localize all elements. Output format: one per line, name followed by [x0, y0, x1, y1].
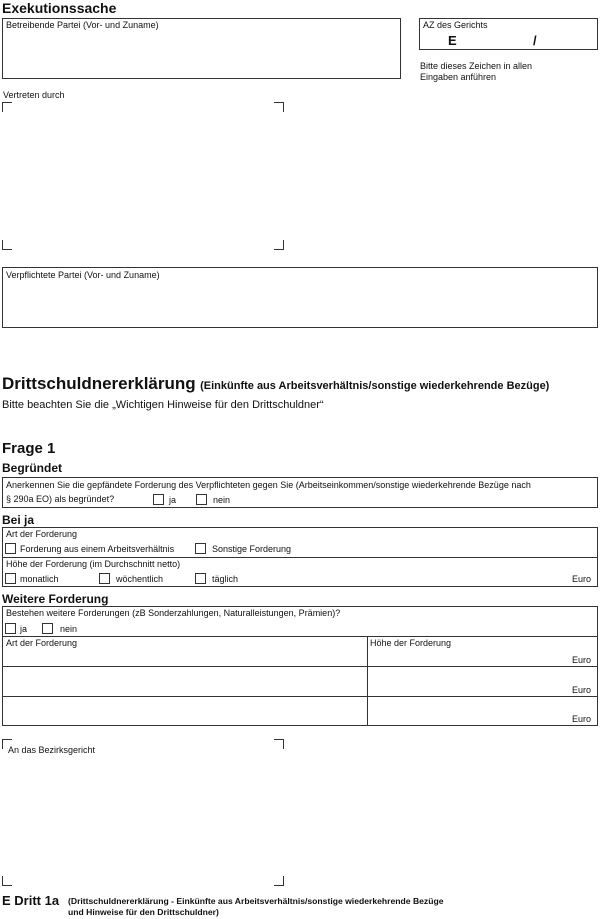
question1-text-line1: Anerkennen Sie die gepfändete Forderung des Verpflichteten gegen Sie (Arbeitseinkommen/sonstige wiederkehrende Bezüge nach	[6, 480, 531, 490]
court-reference-slash: /	[533, 33, 537, 48]
weekly-checkbox[interactable]	[99, 573, 110, 584]
daily-label: täglich	[212, 574, 239, 584]
corner-mark	[274, 240, 284, 250]
divider	[3, 557, 597, 558]
further-no-label: nein	[60, 624, 78, 634]
if-yes-box	[2, 527, 598, 587]
further-claims-box	[2, 606, 598, 726]
declaration-subtitle: (Einkünfte aus Arbeitsverhältnis/sonstige wiederkehrende Bezüge)	[200, 380, 550, 392]
further-yes-checkbox[interactable]	[5, 623, 16, 634]
further-type-column-label: Art der Forderung	[6, 638, 78, 648]
further-row3-currency: Euro	[571, 714, 591, 724]
court-reference-note-line1: Bitte dieses Zeichen in allen	[420, 61, 533, 71]
weekly-label: wöchentlich	[116, 574, 164, 584]
represented-by-label: Vertreten durch	[3, 90, 65, 100]
if-yes-title: Bei ja	[2, 513, 35, 527]
corner-mark	[2, 876, 12, 886]
court-reference-field[interactable]	[419, 18, 598, 50]
debtor-label: Verpflichtete Partei (Vor- und Zuname)	[6, 270, 160, 280]
question1-yes-checkbox[interactable]	[153, 494, 164, 505]
corner-mark	[274, 102, 284, 112]
further-no-checkbox[interactable]	[42, 623, 53, 634]
row-divider	[3, 666, 597, 667]
declaration-note: Bitte beachten Sie die „Wichtigen Hinweise für den Drittschuldner“	[2, 399, 324, 411]
declaration-heading	[2, 374, 549, 394]
further-amount-column-label: Höhe der Forderung	[370, 638, 452, 648]
row-divider	[3, 696, 597, 697]
further-row2-currency: Euro	[571, 685, 591, 695]
question1-title: Frage 1	[2, 440, 56, 457]
corner-mark	[2, 240, 12, 250]
court-reference-label: AZ des Gerichts	[423, 20, 488, 30]
question1-yes-label: ja	[169, 495, 177, 505]
question1-no-label: nein	[213, 495, 231, 505]
further-claims-title: Weitere Forderung	[2, 592, 109, 606]
further-row1-currency: Euro	[571, 655, 591, 665]
form-description-line1: (Drittschuldnererklärung - Einkünfte aus Arbeitsverhältnis/sonstige wiederkehrende Bezüge	[68, 896, 444, 906]
employment-claim-checkbox[interactable]	[5, 543, 16, 554]
column-divider	[367, 636, 368, 725]
question1-no-checkbox[interactable]	[196, 494, 207, 505]
page-title: Exekutionssache	[2, 0, 117, 16]
divider	[3, 636, 597, 637]
form-description	[68, 896, 444, 918]
further-claims-question: Bestehen weitere Forderungen (zB Sonderzahlungen, Naturalleistungen, Prämien)?	[6, 608, 341, 618]
question1-section: Begründet	[2, 461, 62, 475]
other-claim-label: Sonstige Forderung	[212, 544, 292, 554]
employment-claim-label: Forderung aus einem Arbeitsverhältnis	[20, 544, 175, 554]
creditor-label: Betreibende Partei (Vor- und Zuname)	[6, 20, 159, 30]
form-code: E Dritt 1a	[2, 893, 60, 908]
court-address-label: An das Bezirksgericht	[8, 745, 96, 755]
corner-mark	[274, 739, 284, 749]
amount-label: Höhe der Forderung (im Durchschnitt netto)	[6, 559, 181, 569]
amount-currency: Euro	[571, 574, 591, 584]
question1-box	[2, 477, 598, 508]
corner-mark	[274, 876, 284, 886]
form-description-line2: und Hinweise für den Drittschuldner)	[68, 907, 219, 917]
corner-mark	[2, 102, 12, 112]
monthly-checkbox[interactable]	[5, 573, 16, 584]
further-yes-label: ja	[20, 624, 28, 634]
declaration-title: Drittschuldnererklärung	[2, 374, 196, 393]
daily-checkbox[interactable]	[195, 573, 206, 584]
debtor-field[interactable]	[2, 267, 598, 328]
claim-type-label: Art der Forderung	[6, 529, 78, 539]
monthly-label: monatlich	[20, 574, 59, 584]
court-reference-prefix: E	[448, 33, 457, 48]
other-claim-checkbox[interactable]	[195, 543, 206, 554]
creditor-field[interactable]	[2, 18, 401, 79]
question1-text-line2: § 290a EO) als begründet?	[6, 494, 115, 504]
court-reference-note-line2: Eingaben anführen	[420, 72, 497, 82]
